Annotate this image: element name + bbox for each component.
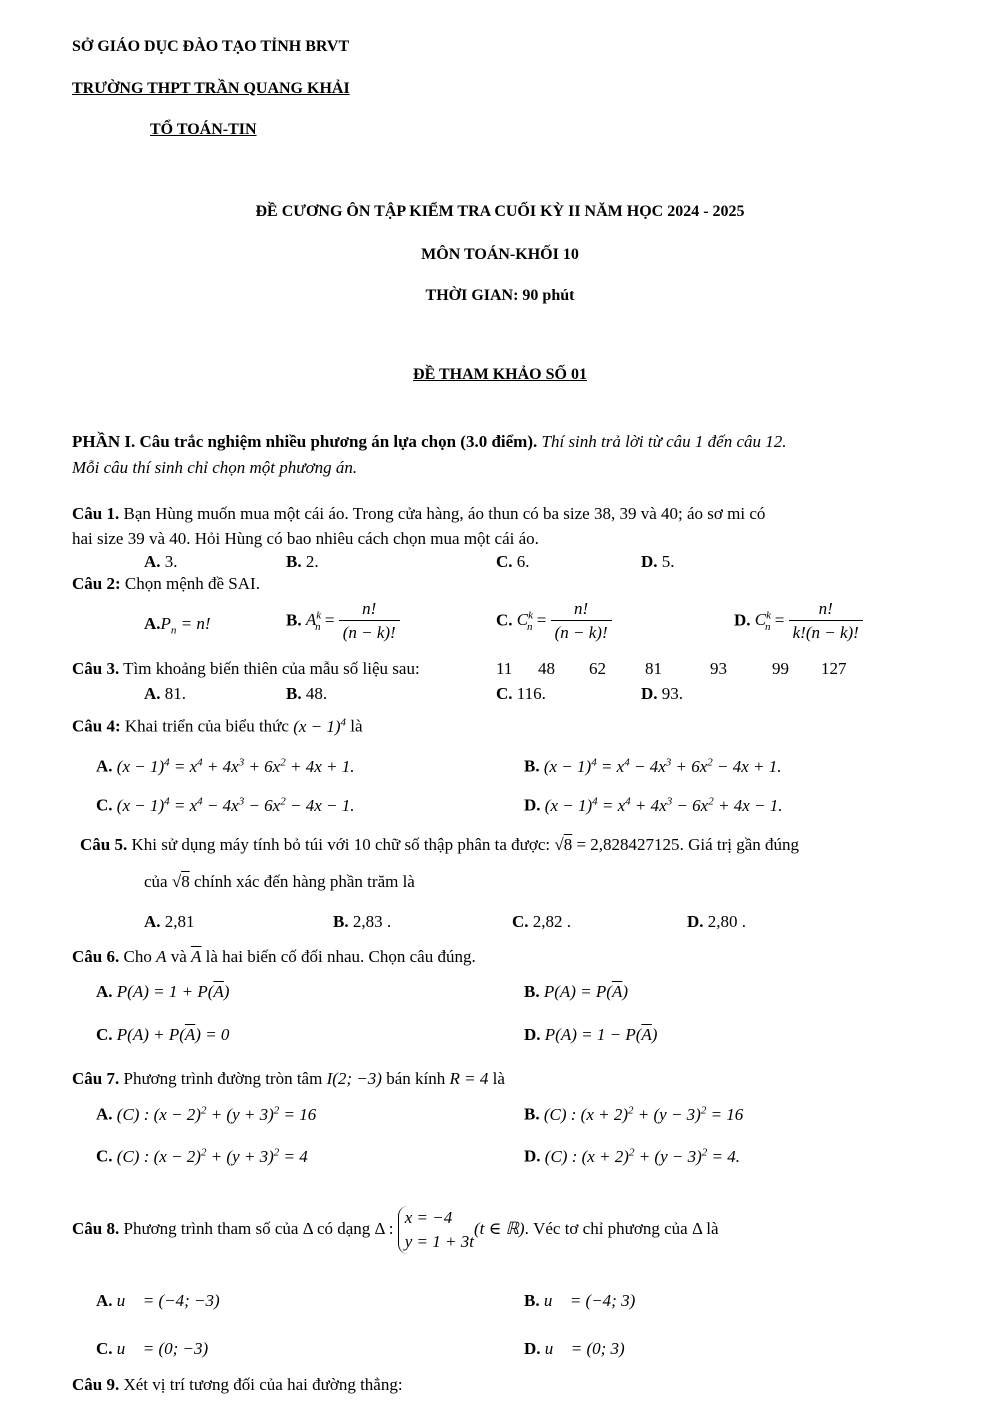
q8-option-d[interactable]: D. u⃗ = (0; 3) xyxy=(524,1339,625,1358)
q7-option-a[interactable]: A. (C) : $(x - 2)^2 + (y + 3)^2 = 16$ xyxy=(96,1104,317,1124)
question-5-line2: của √8 chính xác đến hàng phần trăm là xyxy=(144,872,415,891)
question-text: Khi sử dụng máy tính bỏ túi với 10 chữ số thập phân ta được: xyxy=(127,835,551,854)
question-2 xyxy=(72,574,260,594)
q4-option-b[interactable]: B. $(x - 1)^4 = x^4 - 4x^3 + 6x^2 - 4x + 1$. xyxy=(524,756,782,776)
question-5: Câu 5. Khi sử dụng máy tính bỏ túi với 10 chữ số thập phân ta được: √8 = 2,828427125. Giá trị gần đúng xyxy=(80,835,800,854)
subject-title: MÔN TOÁN-KHỐI 10 xyxy=(421,246,579,263)
question-label: Câu 5. xyxy=(80,835,128,854)
q3-option-b[interactable]: B. 48. xyxy=(286,684,328,703)
q2-option-c[interactable]: C. $C^k_n$ = $\frac{n!}{(n - k)!}$ xyxy=(496,598,612,645)
q8-option-a[interactable]: A. u⃗ = (−4; −3) xyxy=(96,1291,220,1310)
q3-option-d[interactable]: D. 93. xyxy=(641,684,684,703)
question-label: Câu 3. xyxy=(72,659,120,678)
question-6: Câu 6. Cho A và $\overline{A}$ là hai biến cố đối nhau. Chọn câu đúng. xyxy=(72,947,476,966)
q4-option-a[interactable]: A. $(x - 1)^4 = x^4 + 4x^3 + 6x^2 + 4x + 1$. xyxy=(96,756,355,776)
q8-option-c[interactable]: C. u⃗ = (0; −3) xyxy=(96,1339,209,1358)
question-label: Câu 6. xyxy=(72,947,120,966)
parametric-system: x = −4 y = 1 + 3t xyxy=(398,1206,474,1254)
q1-option-d[interactable]: D. 5. xyxy=(641,552,675,571)
data-value-4: 81 xyxy=(645,659,662,678)
q3-option-a[interactable]: A. 81. xyxy=(144,684,187,703)
department-name: SỞ GIÁO DỤC ĐÀO TẠO TỈNH BRVT xyxy=(72,38,350,55)
q5-option-d[interactable]: D. 2,80 . xyxy=(687,912,747,931)
question-label: Câu 9. xyxy=(72,1375,120,1394)
part1-instruction-2: Mỗi câu thí sinh chỉ chọn một phương án. xyxy=(72,458,358,477)
q5-option-c[interactable]: C. 2,82 . xyxy=(512,912,572,931)
question-label: Câu 2: xyxy=(72,574,121,593)
question-4: Câu 4: Khai triển của biểu thức $(x - 1)^4$ là xyxy=(72,716,363,736)
q5-option-b[interactable]: B. 2,83 . xyxy=(333,912,392,931)
question-text: Bạn Hùng muốn mua một cái áo. Trong cửa hàng, áo thun có ba size 38, 39 và 40; áo sơ mi có xyxy=(119,504,766,523)
q1-option-a[interactable]: A. 3. xyxy=(144,552,178,571)
question-9: Câu 9. Xét vị trí tương đối của hai đường thẳng: xyxy=(72,1375,403,1394)
data-value-6: 99 xyxy=(772,659,789,678)
question-1-line2: hai size 39 và 40. Hỏi Hùng có bao nhiêu cách chọn mua một cái áo. xyxy=(72,529,539,548)
data-value-3: 62 xyxy=(589,659,606,678)
part1-heading xyxy=(72,432,787,452)
data-value-1: 11 xyxy=(496,659,513,678)
question-text: Tìm khoảng biến thiên của mẫu số liệu sau: xyxy=(119,659,420,678)
q2-option-b[interactable]: B. $A^k_n$ = $\frac{n!}{(n - k)!}$ xyxy=(286,598,400,645)
sqrt-8: √8 xyxy=(554,835,573,854)
question-7: Câu 7. Phương trình đường tròn tâm I(2; −3) bán kính R = 4 là xyxy=(72,1069,505,1088)
question-label: Câu 1. xyxy=(72,504,120,523)
sqrt-8: √8 xyxy=(171,872,190,891)
duration-title: THỜI GIAN: 90 phút xyxy=(425,287,575,304)
q1-option-c[interactable]: C. 6. xyxy=(496,552,530,571)
question-8: Câu 8. Phương trình tham số của Δ có dạng Δ : x = −4 y = 1 + 3t(t ∈ ℝ). Véc tơ chỉ phương của Δ là xyxy=(72,1206,718,1254)
data-value-2: 48 xyxy=(538,659,555,678)
q2-option-d[interactable]: D. $C^k_n$ = $\frac{n!}{k!(n - k)!}$ xyxy=(734,598,863,645)
q5-option-a[interactable]: A. 2,81 xyxy=(144,912,195,931)
q6-option-b[interactable]: B. $P(A) = P(\overline{A})$ xyxy=(524,982,629,1001)
exam-code-title: ĐỀ THAM KHẢO SỐ 01 xyxy=(413,366,587,383)
question-text: Chọn mệnh đề SAI. xyxy=(120,574,260,593)
q4-option-c[interactable]: C. $(x - 1)^4 = x^4 - 4x^3 - 6x^2 - 4x - 1$. xyxy=(96,795,355,815)
q2-option-a[interactable]: $A.P_n = n$! xyxy=(144,614,211,637)
q7-option-c[interactable]: C. (C) : $(x - 2)^2 + (y + 3)^2 = 4$ xyxy=(96,1146,308,1166)
question-label: Câu 7. xyxy=(72,1069,120,1088)
data-value-7: 127 xyxy=(821,659,847,678)
q8-option-b[interactable]: B. u⃗ = (−4; 3) xyxy=(524,1291,636,1310)
q7-option-b[interactable]: B. (C) : $(x + 2)^2 + (y - 3)^2 = 16$ xyxy=(524,1104,744,1124)
question-text: Khai triển của biểu thức xyxy=(120,716,289,736)
doc-title: ĐỀ CƯƠNG ÔN TẬP KIỂM TRA CUỐI KỲ II NĂM HỌC 2024 - 2025 xyxy=(255,203,745,220)
q4-option-d[interactable]: D. $(x - 1)^4 = x^4 + 4x^3 - 6x^2 + 4x - 1$. xyxy=(524,795,783,815)
question-1 xyxy=(72,504,765,524)
q3-option-c[interactable]: C. 116. xyxy=(496,684,546,703)
part1-instruction: Thí sinh trả lời từ câu 1 đến câu 12. xyxy=(537,432,787,451)
q1-option-b[interactable]: B. 2. xyxy=(286,552,319,571)
data-value-5: 93 xyxy=(710,659,727,678)
school-name: TRƯỜNG THPT TRẦN QUANG KHẢI xyxy=(72,80,350,97)
question-3 xyxy=(72,659,420,679)
q7-option-d[interactable]: D. (C) : $(x + 2)^2 + (y - 3)^2 = 4$. xyxy=(524,1146,740,1166)
expression: $(x - 1)^4$ xyxy=(293,716,347,736)
question-label: Câu 8. xyxy=(72,1218,120,1238)
part1-bold: PHẦN I. Câu trắc nghiệm nhiều phương án lựa chọn (3.0 điểm). xyxy=(72,432,538,451)
q6-option-d[interactable]: D. $P(A) = 1 - P(\overline{A})$ xyxy=(524,1025,658,1044)
q6-option-a[interactable]: A. $P(A) = 1 + P(\overline{A})$ xyxy=(96,982,230,1001)
question-label: Câu 4: xyxy=(72,716,121,736)
q6-option-c[interactable]: C. $P(A) + P(\overline{A}) = 0$ xyxy=(96,1025,230,1044)
faculty-name: TỔ TOÁN-TIN xyxy=(150,121,257,138)
